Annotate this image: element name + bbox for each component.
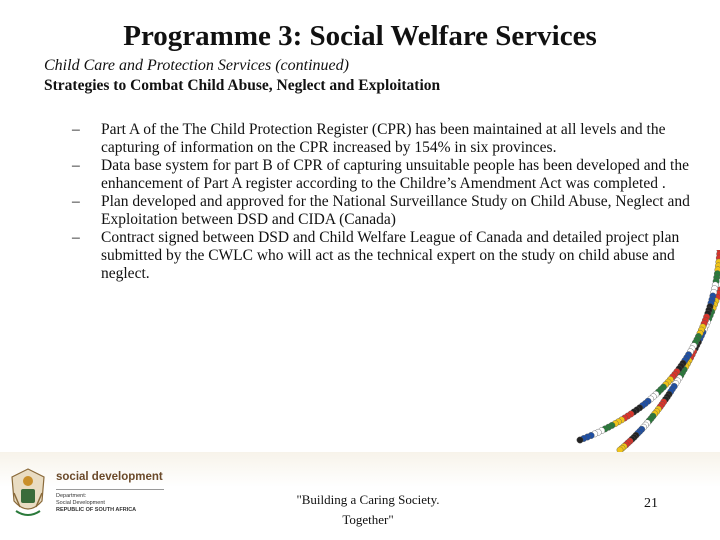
section-heading: Strategies to Combat Child Abuse, Neglect and Exploitation [44, 77, 441, 94]
slide-title: Programme 3: Social Welfare Services [123, 20, 597, 52]
bullet-text: Contract signed between DSD and Child Welfare League of Canada and detailed project plan submitted by the CWLC who will act as the technical expert on the study on child abuse and neglect. [101, 229, 680, 282]
bullet-item [72, 193, 692, 229]
bullet-dash: – [72, 229, 80, 246]
dept-line: Social Development [56, 500, 105, 506]
motto-line: "Building a Caring Society. [296, 492, 440, 507]
coat-of-arms-icon [8, 467, 48, 521]
slide-subtitle: Child Care and Protection Services (continued) [44, 57, 349, 74]
bullet-dash: – [72, 193, 80, 210]
bullet-dash: – [72, 157, 80, 174]
logo-divider [56, 489, 164, 490]
footer-motto [268, 490, 468, 530]
dept-line: Department: [56, 493, 87, 499]
logo-wordmark: social development [56, 471, 163, 483]
bullet-text: Data base system for part B of CPR of capturing unsuitable people has been developed and the enhancement of Part A register according to the Childre’s Amendment Act was completed . [101, 157, 689, 192]
beaded-necklace-image [560, 250, 720, 460]
bullet-dash: – [72, 121, 80, 138]
page-number: 21 [644, 496, 658, 511]
department-text [56, 493, 136, 514]
department-logo [8, 465, 168, 525]
motto-line: Together" [342, 512, 394, 527]
bullet-text: Plan developed and approved for the National Surveillance Study on Child Abuse, Neglect and Exploitation between DSD and CIDA (Canada) [101, 193, 690, 228]
bead [577, 437, 583, 443]
bullet-text: Part A of the The Child Protection Register (CPR) has been maintained at all levels and the capturing of information on the CPR increased by 154% in six provinces. [101, 121, 666, 156]
bullet-item [72, 121, 692, 157]
bullet-item [72, 157, 692, 193]
dept-line: REPUBLIC OF SOUTH AFRICA [56, 507, 137, 513]
